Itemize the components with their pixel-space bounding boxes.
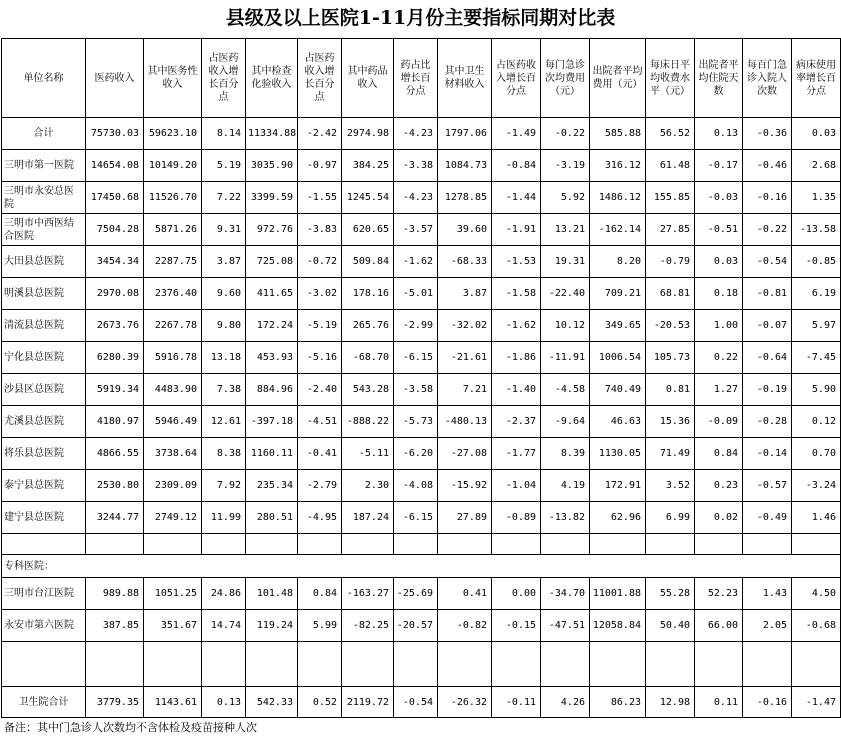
unit-name-cell: 尤溪县总医院 <box>2 406 86 438</box>
value-cell: -3.57 <box>394 214 438 246</box>
unit-name-cell: 明溪县总医院 <box>2 278 86 310</box>
value-cell: 0.00 <box>492 578 541 610</box>
value-cell: 585.88 <box>590 118 646 150</box>
value-cell: -1.91 <box>492 214 541 246</box>
value-cell: 2.05 <box>743 610 792 642</box>
value-cell: -162.14 <box>590 214 646 246</box>
value-cell: -0.16 <box>743 182 792 214</box>
value-cell: 0.70 <box>792 438 841 470</box>
table-row <box>2 278 841 310</box>
value-cell: 0.84 <box>298 578 342 610</box>
table-row <box>2 118 841 150</box>
value-cell: 280.51 <box>246 502 298 534</box>
value-cell: 235.34 <box>246 470 298 502</box>
value-cell: 1051.25 <box>144 578 202 610</box>
value-cell: 11334.88 <box>246 118 298 150</box>
value-cell: 1.27 <box>695 374 743 406</box>
value-cell: 4866.55 <box>86 438 144 470</box>
value-cell: 12058.84 <box>590 610 646 642</box>
value-cell: 3399.59 <box>246 182 298 214</box>
value-cell: -0.81 <box>743 278 792 310</box>
value-cell: 5919.34 <box>86 374 144 406</box>
value-cell: -2.42 <box>298 118 342 150</box>
value-cell: 14.74 <box>202 610 246 642</box>
value-cell: 4.26 <box>541 687 590 718</box>
unit-name-cell: 三明市永安总医院 <box>2 182 86 214</box>
value-cell: 453.93 <box>246 342 298 374</box>
value-cell: -1.55 <box>298 182 342 214</box>
value-cell: -34.70 <box>541 578 590 610</box>
value-cell: -1.62 <box>492 310 541 342</box>
value-cell: -0.64 <box>743 342 792 374</box>
value-cell: 4.19 <box>541 470 590 502</box>
value-cell: -0.72 <box>298 246 342 278</box>
value-cell: 5.19 <box>202 150 246 182</box>
footnote: 备注：其中门急诊人次数均不含体检及疫苗接种人次 <box>4 721 257 734</box>
value-cell: 542.33 <box>246 687 298 718</box>
value-cell: 5.99 <box>298 610 342 642</box>
value-cell: -1.44 <box>492 182 541 214</box>
value-cell: 2673.76 <box>86 310 144 342</box>
value-cell: 7504.28 <box>86 214 144 246</box>
value-cell: 387.85 <box>86 610 144 642</box>
value-cell: -0.03 <box>695 182 743 214</box>
value-cell: -0.14 <box>743 438 792 470</box>
value-cell: 59623.10 <box>144 118 202 150</box>
value-cell: -22.40 <box>541 278 590 310</box>
value-cell: 2119.72 <box>342 687 394 718</box>
column-header: 每百门急诊入院人次数 <box>743 39 792 118</box>
value-cell: 6.19 <box>792 278 841 310</box>
value-cell: -0.84 <box>492 150 541 182</box>
value-cell: 11526.70 <box>144 182 202 214</box>
value-cell: 71.49 <box>646 438 695 470</box>
value-cell: 172.24 <box>246 310 298 342</box>
value-cell: 7.38 <box>202 374 246 406</box>
value-cell: 9.80 <box>202 310 246 342</box>
value-cell: 8.39 <box>541 438 590 470</box>
value-cell: -4.58 <box>541 374 590 406</box>
table-row <box>2 578 841 610</box>
value-cell: -2.79 <box>298 470 342 502</box>
value-cell: 86.23 <box>590 687 646 718</box>
value-cell: 1.35 <box>792 182 841 214</box>
table-row <box>2 214 841 246</box>
value-cell: 1006.54 <box>590 342 646 374</box>
value-cell: -4.95 <box>298 502 342 534</box>
value-cell: -0.97 <box>298 150 342 182</box>
value-cell: 0.02 <box>695 502 743 534</box>
value-cell: -47.51 <box>541 610 590 642</box>
section-label-row <box>2 555 841 578</box>
column-header: 单位名称 <box>2 39 86 118</box>
value-cell: 56.52 <box>646 118 695 150</box>
table-row <box>2 610 841 642</box>
value-cell: 2749.12 <box>144 502 202 534</box>
value-cell: -5.16 <box>298 342 342 374</box>
value-cell: 75730.03 <box>86 118 144 150</box>
value-cell: 12.61 <box>202 406 246 438</box>
value-cell: -1.49 <box>492 118 541 150</box>
value-cell: -0.46 <box>743 150 792 182</box>
value-cell: 0.41 <box>438 578 492 610</box>
indicator-table <box>1 38 841 718</box>
value-cell: 0.13 <box>202 687 246 718</box>
value-cell: 19.31 <box>541 246 590 278</box>
value-cell: -2.99 <box>394 310 438 342</box>
table-row <box>2 374 841 406</box>
value-cell: 178.16 <box>342 278 394 310</box>
value-cell: -68.33 <box>438 246 492 278</box>
table-row <box>2 150 841 182</box>
unit-name-cell: 三明市中西医结合医院 <box>2 214 86 246</box>
unit-name-cell: 卫生院合计 <box>2 687 86 718</box>
table-row <box>2 406 841 438</box>
value-cell: 411.65 <box>246 278 298 310</box>
table-row <box>2 470 841 502</box>
column-header: 占医药收入增长百分点 <box>202 39 246 118</box>
value-cell: 61.48 <box>646 150 695 182</box>
value-cell: 884.96 <box>246 374 298 406</box>
value-cell: 5916.78 <box>144 342 202 374</box>
unit-name-cell: 沙县区总医院 <box>2 374 86 406</box>
value-cell: 3035.90 <box>246 150 298 182</box>
value-cell: 101.48 <box>246 578 298 610</box>
value-cell: 725.08 <box>246 246 298 278</box>
value-cell: 2267.78 <box>144 310 202 342</box>
value-cell: 7.92 <box>202 470 246 502</box>
value-cell: 15.36 <box>646 406 695 438</box>
value-cell: 8.14 <box>202 118 246 150</box>
value-cell: -3.19 <box>541 150 590 182</box>
unit-name-cell: 建宁县总医院 <box>2 502 86 534</box>
value-cell: 3454.34 <box>86 246 144 278</box>
value-cell: 2974.98 <box>342 118 394 150</box>
value-cell: -1.62 <box>394 246 438 278</box>
value-cell: -3.24 <box>792 470 841 502</box>
value-cell: 2309.09 <box>144 470 202 502</box>
value-cell: 46.63 <box>590 406 646 438</box>
value-cell: 187.24 <box>342 502 394 534</box>
value-cell: 24.86 <box>202 578 246 610</box>
value-cell: -3.83 <box>298 214 342 246</box>
value-cell: 265.76 <box>342 310 394 342</box>
value-cell: 4180.97 <box>86 406 144 438</box>
value-cell: -6.20 <box>394 438 438 470</box>
table-row <box>2 310 841 342</box>
value-cell: -1.04 <box>492 470 541 502</box>
value-cell: -6.15 <box>394 502 438 534</box>
column-header: 其中卫生材料收入 <box>438 39 492 118</box>
value-cell: -1.86 <box>492 342 541 374</box>
value-cell: -4.51 <box>298 406 342 438</box>
value-cell: -0.15 <box>492 610 541 642</box>
value-cell: 27.89 <box>438 502 492 534</box>
value-cell: 27.85 <box>646 214 695 246</box>
value-cell: -1.58 <box>492 278 541 310</box>
table-row <box>2 502 841 534</box>
value-cell: 384.25 <box>342 150 394 182</box>
value-cell: 8.38 <box>202 438 246 470</box>
column-header: 占医药收入增长百分点 <box>492 39 541 118</box>
value-cell: 1.00 <box>695 310 743 342</box>
value-cell: -0.07 <box>743 310 792 342</box>
value-cell: -3.02 <box>298 278 342 310</box>
unit-name-cell: 永安市第六医院 <box>2 610 86 642</box>
value-cell: -21.61 <box>438 342 492 374</box>
value-cell: -0.09 <box>695 406 743 438</box>
value-cell: 0.03 <box>695 246 743 278</box>
value-cell: -1.77 <box>492 438 541 470</box>
value-cell: 155.85 <box>646 182 695 214</box>
value-cell: 4.50 <box>792 578 841 610</box>
value-cell: -0.19 <box>743 374 792 406</box>
value-cell: 709.21 <box>590 278 646 310</box>
value-cell: -13.58 <box>792 214 841 246</box>
column-header: 出院者平均费用（元） <box>590 39 646 118</box>
value-cell: 39.60 <box>438 214 492 246</box>
unit-name-cell: 清流县总医院 <box>2 310 86 342</box>
value-cell: -397.18 <box>246 406 298 438</box>
value-cell: -0.68 <box>792 610 841 642</box>
value-cell: -2.37 <box>492 406 541 438</box>
table-row <box>2 342 841 374</box>
value-cell: 8.20 <box>590 246 646 278</box>
value-cell: 2376.40 <box>144 278 202 310</box>
value-cell: 543.28 <box>342 374 394 406</box>
value-cell: -0.22 <box>743 214 792 246</box>
value-cell: -5.01 <box>394 278 438 310</box>
column-header: 每门急诊次均费用（元） <box>541 39 590 118</box>
value-cell: 509.84 <box>342 246 394 278</box>
value-cell: 13.21 <box>541 214 590 246</box>
value-cell: -9.64 <box>541 406 590 438</box>
value-cell: 0.13 <box>695 118 743 150</box>
value-cell: -163.27 <box>342 578 394 610</box>
value-cell: 0.03 <box>792 118 841 150</box>
value-cell: -15.92 <box>438 470 492 502</box>
value-cell: 2.30 <box>342 470 394 502</box>
value-cell: 2530.80 <box>86 470 144 502</box>
table-row <box>2 687 841 718</box>
value-cell: -25.69 <box>394 578 438 610</box>
value-cell: 1486.12 <box>590 182 646 214</box>
value-cell: -0.28 <box>743 406 792 438</box>
column-header: 占医药收入增长百分点 <box>298 39 342 118</box>
column-header: 其中药品收入 <box>342 39 394 118</box>
value-cell: -68.70 <box>342 342 394 374</box>
table-body <box>2 118 841 718</box>
value-cell: -5.11 <box>342 438 394 470</box>
value-cell: 0.23 <box>695 470 743 502</box>
value-cell: 0.12 <box>792 406 841 438</box>
value-cell: 5.92 <box>541 182 590 214</box>
value-cell: -4.23 <box>394 182 438 214</box>
value-cell: 3244.77 <box>86 502 144 534</box>
value-cell: 2970.08 <box>86 278 144 310</box>
value-cell: 0.52 <box>298 687 342 718</box>
value-cell: -82.25 <box>342 610 394 642</box>
value-cell: 2.68 <box>792 150 841 182</box>
value-cell: -0.16 <box>743 687 792 718</box>
value-cell: 3738.64 <box>144 438 202 470</box>
value-cell: 6.99 <box>646 502 695 534</box>
value-cell: 3779.35 <box>86 687 144 718</box>
value-cell: 50.40 <box>646 610 695 642</box>
value-cell: 62.96 <box>590 502 646 534</box>
value-cell: 620.65 <box>342 214 394 246</box>
value-cell: -0.89 <box>492 502 541 534</box>
value-cell: 105.73 <box>646 342 695 374</box>
value-cell: -0.17 <box>695 150 743 182</box>
column-header: 每床日平均收费水平（元） <box>646 39 695 118</box>
value-cell: -0.57 <box>743 470 792 502</box>
value-cell: -5.73 <box>394 406 438 438</box>
unit-name-cell: 三明市第一医院 <box>2 150 86 182</box>
value-cell: 52.23 <box>695 578 743 610</box>
value-cell: -2.40 <box>298 374 342 406</box>
unit-name-cell: 大田县总医院 <box>2 246 86 278</box>
value-cell: 1160.11 <box>246 438 298 470</box>
value-cell: 10149.20 <box>144 150 202 182</box>
value-cell: 66.00 <box>695 610 743 642</box>
page-title: 县级及以上医院1-11月份主要指标同期对比表 <box>225 7 616 29</box>
value-cell: 0.18 <box>695 278 743 310</box>
value-cell: 5.97 <box>792 310 841 342</box>
value-cell: -20.57 <box>394 610 438 642</box>
value-cell: -20.53 <box>646 310 695 342</box>
value-cell: 3.52 <box>646 470 695 502</box>
value-cell: 4483.90 <box>144 374 202 406</box>
value-cell: 11001.88 <box>590 578 646 610</box>
value-cell: 5946.49 <box>144 406 202 438</box>
value-cell: 1245.54 <box>342 182 394 214</box>
value-cell: 7.22 <box>202 182 246 214</box>
value-cell: -13.82 <box>541 502 590 534</box>
value-cell: 9.31 <box>202 214 246 246</box>
value-cell: -0.54 <box>394 687 438 718</box>
value-cell: 972.76 <box>246 214 298 246</box>
value-cell: 989.88 <box>86 578 144 610</box>
value-cell: 0.11 <box>695 687 743 718</box>
value-cell: -11.91 <box>541 342 590 374</box>
value-cell: -0.54 <box>743 246 792 278</box>
unit-name-cell: 泰宁县总医院 <box>2 470 86 502</box>
table-row <box>2 438 841 470</box>
column-header: 药占比增长百分点 <box>394 39 438 118</box>
value-cell: 3.87 <box>438 278 492 310</box>
value-cell: -5.19 <box>298 310 342 342</box>
specialty-section-label: 专科医院： <box>2 555 841 578</box>
value-cell: 9.60 <box>202 278 246 310</box>
value-cell: 349.65 <box>590 310 646 342</box>
value-cell: 5.90 <box>792 374 841 406</box>
value-cell: 11.99 <box>202 502 246 534</box>
value-cell: -4.23 <box>394 118 438 150</box>
value-cell: -0.85 <box>792 246 841 278</box>
value-cell: -32.02 <box>438 310 492 342</box>
value-cell: 1.43 <box>743 578 792 610</box>
value-cell: -1.53 <box>492 246 541 278</box>
value-cell: 14654.08 <box>86 150 144 182</box>
value-cell: 0.84 <box>695 438 743 470</box>
column-header: 病床使用率增长百分点 <box>792 39 841 118</box>
value-cell: -6.15 <box>394 342 438 374</box>
value-cell: 6280.39 <box>86 342 144 374</box>
column-header: 其中医务性收入 <box>144 39 202 118</box>
value-cell: -3.58 <box>394 374 438 406</box>
value-cell: -0.82 <box>438 610 492 642</box>
unit-name-cell: 三明市台江医院 <box>2 578 86 610</box>
value-cell: -0.36 <box>743 118 792 150</box>
value-cell: -26.32 <box>438 687 492 718</box>
value-cell: 1278.85 <box>438 182 492 214</box>
value-cell: 0.22 <box>695 342 743 374</box>
value-cell: 1130.05 <box>590 438 646 470</box>
value-cell: 316.12 <box>590 150 646 182</box>
spacer-row <box>2 534 841 555</box>
value-cell: 172.91 <box>590 470 646 502</box>
value-cell: 10.12 <box>541 310 590 342</box>
value-cell: 7.21 <box>438 374 492 406</box>
value-cell: 68.81 <box>646 278 695 310</box>
value-cell: 1797.06 <box>438 118 492 150</box>
value-cell: 13.18 <box>202 342 246 374</box>
value-cell: 3.87 <box>202 246 246 278</box>
unit-name-cell: 宁化县总医院 <box>2 342 86 374</box>
table-row <box>2 182 841 214</box>
column-header: 医药收入 <box>86 39 144 118</box>
unit-name-cell: 将乐县总医院 <box>2 438 86 470</box>
column-header: 出院者平均住院天数 <box>695 39 743 118</box>
header-row <box>2 39 841 118</box>
value-cell: -1.47 <box>792 687 841 718</box>
value-cell: 55.28 <box>646 578 695 610</box>
value-cell: 12.98 <box>646 687 695 718</box>
value-cell: -0.79 <box>646 246 695 278</box>
value-cell: -0.41 <box>298 438 342 470</box>
value-cell: 5871.26 <box>144 214 202 246</box>
value-cell: 17450.68 <box>86 182 144 214</box>
value-cell: -0.22 <box>541 118 590 150</box>
value-cell: -4.08 <box>394 470 438 502</box>
value-cell: 740.49 <box>590 374 646 406</box>
table-row <box>2 246 841 278</box>
value-cell: -27.08 <box>438 438 492 470</box>
value-cell: -7.45 <box>792 342 841 374</box>
value-cell: -0.11 <box>492 687 541 718</box>
value-cell: -0.51 <box>695 214 743 246</box>
value-cell: 2287.75 <box>144 246 202 278</box>
value-cell: -888.22 <box>342 406 394 438</box>
value-cell: 1084.73 <box>438 150 492 182</box>
value-cell: -1.40 <box>492 374 541 406</box>
value-cell: -3.38 <box>394 150 438 182</box>
value-cell: -0.49 <box>743 502 792 534</box>
unit-name-cell: 合计 <box>2 118 86 150</box>
value-cell: 1.46 <box>792 502 841 534</box>
column-header: 其中检查化验收入 <box>246 39 298 118</box>
spacer-row <box>2 642 841 687</box>
value-cell: -480.13 <box>438 406 492 438</box>
value-cell: 351.67 <box>144 610 202 642</box>
value-cell: 1143.61 <box>144 687 202 718</box>
value-cell: 0.81 <box>646 374 695 406</box>
value-cell: 119.24 <box>246 610 298 642</box>
